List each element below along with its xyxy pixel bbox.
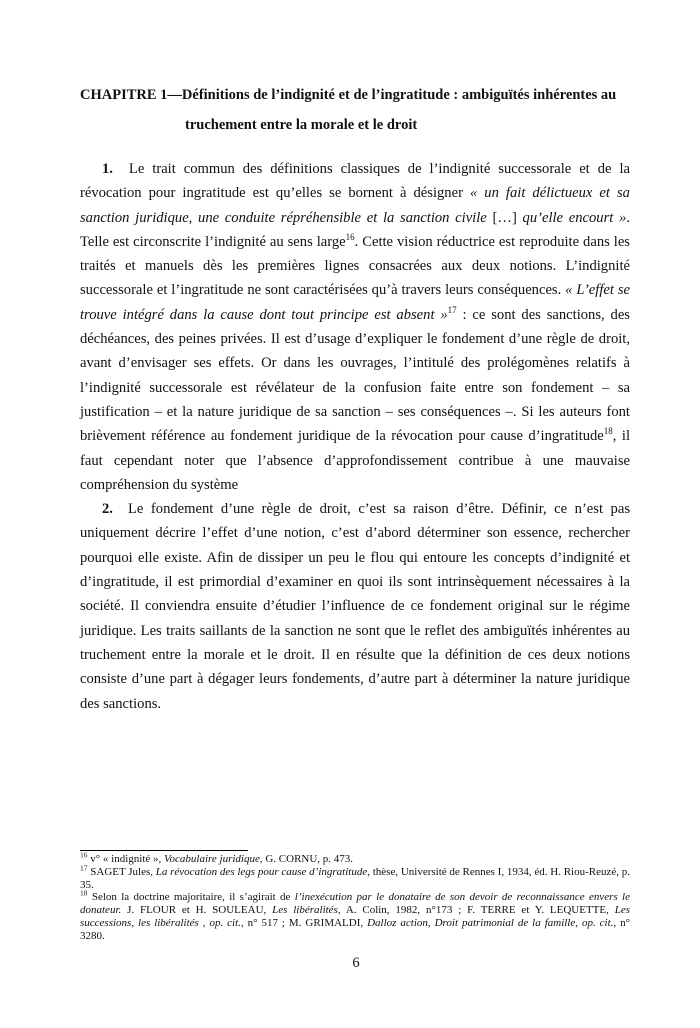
footnote-text: , thèse, Université de Rennes I, 1934, éd. H. Riou-Reuzé, p. 35. <box>80 865 630 891</box>
footnote-ref[interactable]: 18 <box>603 426 613 437</box>
text-run: Le fondement d’une règle de droit, c’est sa raison d’être. Définir, ce n’est pas uniquement décrire l’effet d’une notion, c’est d’abord déterminer son essence, rechercher pourquoi elle existe. Afin de dissiper un peu le flou qui entoure les concepts d’indignité et d’ingratitude, il est primordial d’examiner en quoi ils sont intrinsèquement nécessaires à la société. Il conviendra ensuite d’étudier l’influence de ce fondement original sur le régime juridique. Les traits saillants de la sanction ne sont que le reflet des ambiguïtés inhérentes au truchement entre la morale et le droit. Il en résulte que la définition de ces deux notions consiste d’une part à dégager leurs fondements, d’autre part à déterminer la nature juridique des sanctions. <box>80 501 630 712</box>
footnote-italic: Les libéralités <box>272 904 338 917</box>
footnote-text: J. FLOUR et H. SOULEAU, <box>121 904 273 917</box>
quote-run: qu’elle encourt » <box>522 209 627 226</box>
footnote-text: Selon la doctrine majoritaire, il s’agirait de <box>87 891 295 904</box>
body-text <box>80 157 630 716</box>
footnote-text: , n° 517 ; M. GRIMALDI, <box>240 916 368 929</box>
paragraph-1 <box>80 157 630 497</box>
text-run: , il faut cependant noter que l’absence d’approfondissement contribue à une mauvaise compréhension du système <box>80 428 630 493</box>
text-run: . Telle est circonscrite l’indignité au sens large <box>80 209 630 250</box>
paragraph-number: 1. <box>102 161 113 177</box>
page-number: 6 <box>352 955 360 971</box>
footnote-text: v° « indignité », <box>87 853 165 865</box>
chapter-heading <box>80 80 640 140</box>
footnote-number: 18 <box>80 888 88 898</box>
footnote-italic: l’inexécution par le donataire de son devoir de reconnaissance envers le donateur. <box>80 891 630 917</box>
footnote-16 <box>80 850 630 866</box>
footnotes <box>80 850 630 943</box>
footnote-italic: Dalloz action, Droit patrimonial de la famille, op. cit. <box>367 916 614 929</box>
footnote-italic: La révocation des legs pour cause d’ingratitude <box>155 865 368 878</box>
footnote-18 <box>80 888 630 942</box>
paragraph-number: 2. <box>102 501 113 518</box>
text-run: : ce sont des sanctions, des déchéances, des peines privées. Il est d’usage d’expliquer le fondement d’une règle de droit, avant d’envisager ses effets. Or dans les ouvrages, l’intitulé des prolégomènes relatifs à l’indignité successorale est révélateur de la confusion faite entre son fondement – sa justification – et la nature juridique de sa sanction – ses conséquences –. Si les auteurs font brièvement référence au fondement juridique de la révocation pour cause d’ingratitude <box>80 306 630 445</box>
footnote-italic: Les successions, les libéralités , op. cit. <box>80 904 630 929</box>
chapter-heading-line-2: truchement entre la morale et le droit <box>185 117 418 133</box>
footnote-italic: Vocabulaire juridique <box>164 853 260 865</box>
footnote-ref[interactable]: 16 <box>345 232 355 243</box>
footnote-text: , n° 3280. <box>80 916 630 942</box>
quote-run: « un fait délictueux et sa sanction juridique, une conduite répréhensible et la sanction civile <box>80 185 630 226</box>
footnote-text: SAGET Jules, <box>87 865 156 878</box>
text-run: […] <box>486 209 523 226</box>
footnote-separator <box>80 850 248 851</box>
footnote-number: 16 <box>80 850 88 860</box>
footnote-text: , A. Colin, 1982, n°173 ; F. TERRE et Y. LEQUETTE, <box>337 904 615 917</box>
quote-run: « L’effet se trouve intégré dans la cause dont tout principe est absent » <box>80 282 630 323</box>
footnote-ref[interactable]: 17 <box>447 304 457 315</box>
text-run: Le trait commun des définitions classiques de l’indignité successorale et de la révocation pour ingratitude est qu’elles se bornent à désigner <box>80 161 630 202</box>
chapter-heading-line-1: CHAPITRE 1—Définitions de l’indignité et de l’ingratitude : ambiguïtés inhérentes au <box>80 87 617 103</box>
paragraph-2 <box>80 497 630 716</box>
text-run: . Cette vision réductrice est reproduite dans les traités et manuels dès les premières lignes consacrées aux deux notions. L’indignité successorale et l’ingratitude ne sont caractérisées qu’à travers leurs conséquences. <box>80 233 630 299</box>
footnote-17 <box>80 863 630 892</box>
footnote-text: , G. CORNU, p. 473. <box>259 853 354 865</box>
footnote-number: 17 <box>80 863 88 873</box>
